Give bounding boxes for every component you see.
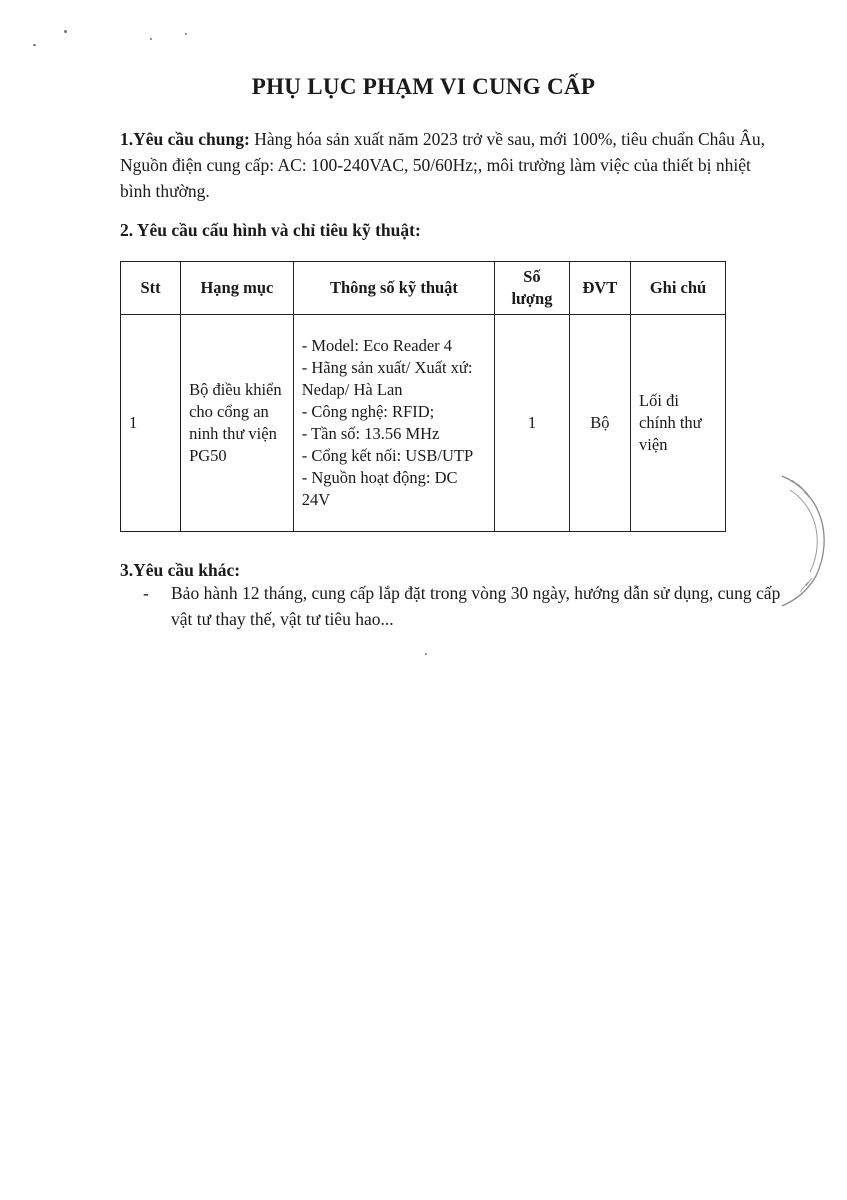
- spec-table: [120, 261, 726, 532]
- cell-ghi-chu: Lối đi chính thư viện: [631, 315, 726, 532]
- cell-so-luong: 1: [495, 315, 570, 532]
- table-row: [121, 315, 726, 532]
- section-spec-heading: 2. Yêu cầu cấu hình và chỉ tiêu kỹ thuật:: [120, 220, 421, 240]
- cell-thong-so: [293, 315, 494, 532]
- spec-item: - Model: Eco Reader 4: [301, 336, 453, 355]
- spec-item: - Công nghệ: RFID;: [301, 402, 435, 421]
- header-dvt: ĐVT: [569, 262, 630, 315]
- section-general-label: 1.Yêu cầu chung:: [120, 129, 250, 149]
- stamp-seal-icon: [752, 468, 842, 608]
- bullet-dash: -: [143, 583, 149, 603]
- section-other-requirements-label: 3.Yêu cầu khác:: [120, 560, 241, 580]
- section-general-text: Hàng hóa sản xuất năm 2023 trở về sau, mới 100%, tiêu chuẩn Châu Âu, Nguồn điện cung cấp: AC: 100-240VAC, 50/60Hz;, môi trường làm việc của thiết bị nhiệt bình thường.: [120, 129, 766, 201]
- spec-item: - Cổng kết nối: USB/UTP: [301, 446, 474, 465]
- scan-speck: [64, 30, 67, 33]
- header-stt: Stt: [121, 262, 181, 315]
- scan-speck: [150, 38, 152, 40]
- section-general-requirements: [120, 126, 780, 204]
- spec-item: - Hãng sản xuất/ Xuất xứ: Nedap/ Hà Lan: [301, 358, 473, 399]
- header-so-luong: Số lượng: [495, 262, 570, 315]
- section-other-bullet: [143, 580, 783, 632]
- spec-item: - Tần số: 13.56 MHz: [301, 424, 440, 443]
- header-thong-so: Thông số kỹ thuật: [293, 262, 494, 315]
- cell-hang-muc: Bộ điều khiển cho cổng an ninh thư viện PG50: [181, 315, 294, 532]
- spec-list: [302, 335, 486, 511]
- table-header-row: [121, 262, 726, 315]
- header-hang-muc: Hạng mục: [181, 262, 294, 315]
- page-title: PHỤ LỤC PHẠM VI CUNG CẤP: [251, 74, 596, 99]
- scan-speck: [425, 653, 427, 655]
- scan-speck: [33, 44, 36, 46]
- scan-speck: [185, 33, 187, 35]
- header-ghi-chu: Ghi chú: [631, 262, 726, 315]
- cell-stt: 1: [121, 315, 181, 532]
- cell-dvt: Bộ: [569, 315, 630, 532]
- bullet-text: Bảo hành 12 tháng, cung cấp lắp đặt trong vòng 30 ngày, hướng dẫn sử dụng, cung cấp vật tư thay thế, vật tư tiêu hao...: [171, 583, 781, 629]
- spec-item: - Nguồn hoạt động: DC 24V: [301, 468, 458, 509]
